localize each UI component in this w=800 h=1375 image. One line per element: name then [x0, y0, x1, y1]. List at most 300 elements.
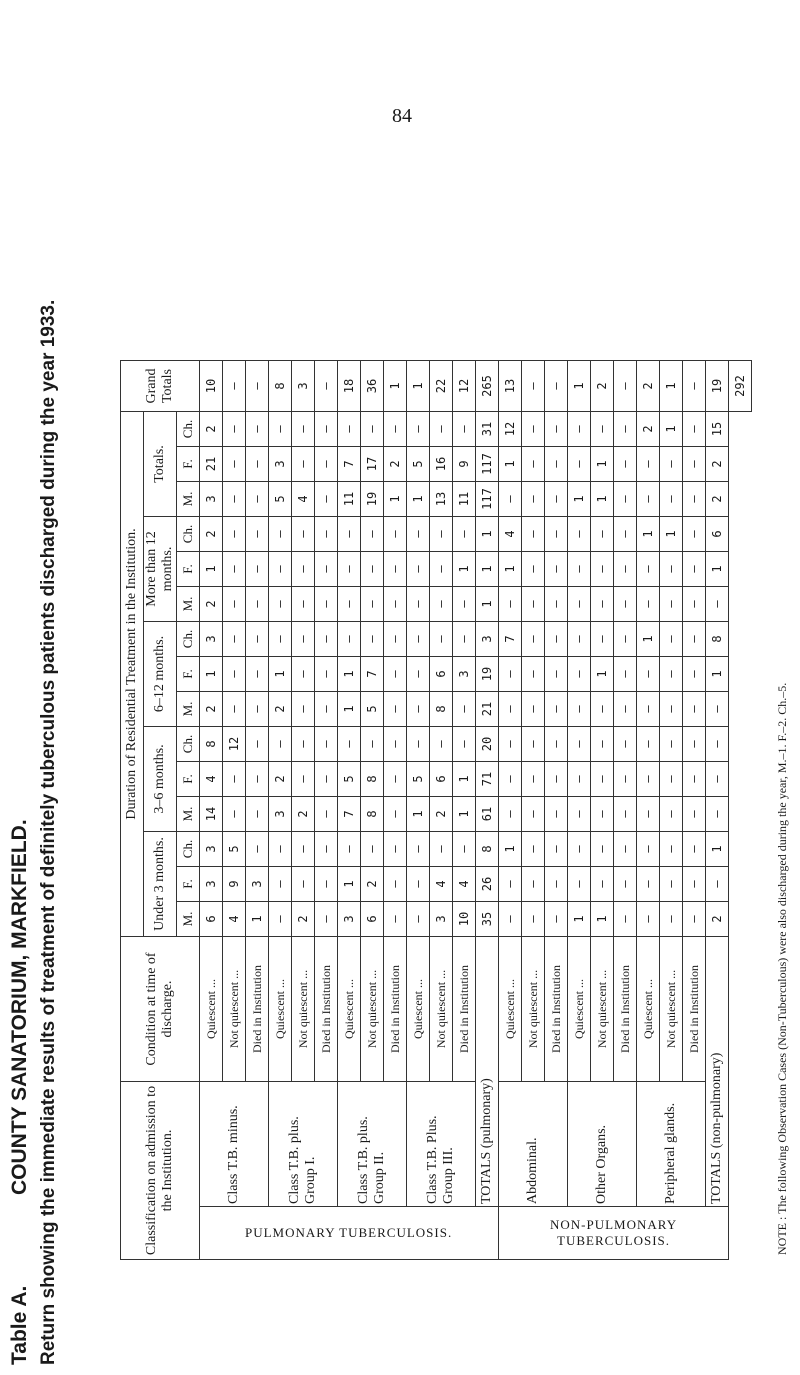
- data-cell: —: [315, 867, 338, 902]
- data-cell: 2: [292, 797, 315, 832]
- data-cell: —: [499, 902, 522, 937]
- data-cell: 1: [384, 482, 407, 517]
- data-cell: —: [614, 762, 637, 797]
- data-cell: —: [384, 692, 407, 727]
- total-cell: 3: [476, 622, 499, 657]
- data-cell: —: [614, 517, 637, 552]
- data-cell: —: [338, 727, 361, 762]
- data-cell: —: [614, 832, 637, 867]
- data-cell: —: [384, 412, 407, 447]
- data-cell: —: [545, 412, 568, 447]
- data-cell: —: [614, 361, 637, 412]
- data-cell: 2: [200, 587, 223, 622]
- data-cell: —: [315, 797, 338, 832]
- data-cell: —: [683, 482, 706, 517]
- data-cell: 1: [407, 797, 430, 832]
- data-cell: 10: [200, 361, 223, 412]
- data-cell: —: [568, 517, 591, 552]
- data-cell: 2: [637, 361, 660, 412]
- total-cell: —: [706, 727, 729, 762]
- class-label: Peripheral glands.: [637, 1082, 706, 1207]
- condition-label: Not quiescent ...: [660, 937, 683, 1082]
- data-cell: —: [430, 832, 453, 867]
- table-row: [407, 361, 430, 1260]
- data-cell: —: [246, 832, 269, 867]
- duration-group-header: More than 12 months.: [144, 517, 177, 622]
- data-cell: —: [545, 361, 568, 412]
- data-cell: 3: [246, 867, 269, 902]
- data-cell: —: [292, 867, 315, 902]
- data-cell: 2: [430, 797, 453, 832]
- data-cell: 2: [269, 692, 292, 727]
- condition-label: Not quiescent ...: [223, 937, 246, 1082]
- data-cell: —: [614, 727, 637, 762]
- data-cell: —: [223, 361, 246, 412]
- data-cell: —: [568, 447, 591, 482]
- data-cell: —: [522, 412, 545, 447]
- data-cell: —: [246, 517, 269, 552]
- data-cell: 4: [430, 867, 453, 902]
- data-cell: —: [407, 832, 430, 867]
- data-cell: 14: [200, 797, 223, 832]
- data-cell: —: [384, 517, 407, 552]
- data-cell: 11: [338, 482, 361, 517]
- totals-row: [706, 361, 729, 1260]
- data-cell: 1: [568, 361, 591, 412]
- data-cell: 5: [407, 447, 430, 482]
- data-cell: —: [660, 552, 683, 587]
- data-cell: —: [683, 587, 706, 622]
- data-cell: —: [315, 832, 338, 867]
- data-cell: —: [315, 517, 338, 552]
- data-cell: 1: [453, 552, 476, 587]
- data-cell: 3: [200, 867, 223, 902]
- data-cell: 1: [407, 482, 430, 517]
- data-cell: —: [683, 727, 706, 762]
- data-cell: —: [591, 867, 614, 902]
- data-cell: —: [269, 552, 292, 587]
- data-cell: —: [292, 412, 315, 447]
- data-cell: —: [545, 657, 568, 692]
- sex-subheader: M.: [177, 797, 200, 832]
- table-row: [200, 361, 223, 1260]
- data-cell: —: [545, 867, 568, 902]
- condition-label: Not quiescent ...: [522, 937, 545, 1082]
- data-cell: —: [246, 587, 269, 622]
- data-cell: —: [522, 622, 545, 657]
- data-cell: —: [384, 832, 407, 867]
- data-cell: —: [637, 797, 660, 832]
- data-cell: —: [315, 692, 338, 727]
- data-cell: —: [660, 832, 683, 867]
- data-cell: —: [683, 832, 706, 867]
- data-cell: —: [453, 692, 476, 727]
- data-cell: 3: [200, 622, 223, 657]
- data-cell: —: [637, 902, 660, 937]
- data-cell: —: [246, 762, 269, 797]
- class-label: Class T.B. Plus. Group III.: [407, 1082, 476, 1207]
- data-cell: —: [591, 727, 614, 762]
- data-cell: —: [499, 587, 522, 622]
- data-cell: —: [269, 622, 292, 657]
- sex-subheader: Ch.: [177, 832, 200, 867]
- classification-header: Classification on admission to the Institution.: [121, 1082, 200, 1260]
- data-cell: 12: [223, 727, 246, 762]
- data-cell: —: [407, 867, 430, 902]
- data-cell: —: [499, 692, 522, 727]
- data-cell: —: [545, 587, 568, 622]
- data-cell: —: [338, 412, 361, 447]
- data-cell: 2: [292, 902, 315, 937]
- data-cell: 4: [292, 482, 315, 517]
- data-cell: —: [384, 657, 407, 692]
- data-cell: —: [522, 797, 545, 832]
- data-cell: —: [453, 412, 476, 447]
- data-cell: 1: [591, 447, 614, 482]
- data-cell: 13: [430, 482, 453, 517]
- data-cell: —: [269, 517, 292, 552]
- total-cell: 19: [476, 657, 499, 692]
- condition-label: Died in Institution: [315, 937, 338, 1082]
- total-cell: 1: [706, 832, 729, 867]
- data-cell: 2: [200, 412, 223, 447]
- data-cell: —: [614, 587, 637, 622]
- data-cell: —: [660, 587, 683, 622]
- data-cell: 7: [499, 622, 522, 657]
- data-cell: —: [315, 552, 338, 587]
- data-cell: —: [407, 412, 430, 447]
- data-cell: 1: [338, 692, 361, 727]
- total-cell: 2: [706, 482, 729, 517]
- grand-total-cell: 292: [729, 361, 752, 412]
- data-cell: —: [384, 867, 407, 902]
- data-cell: —: [269, 412, 292, 447]
- data-cell: —: [407, 552, 430, 587]
- data-cell: —: [315, 727, 338, 762]
- data-cell: 21: [200, 447, 223, 482]
- data-cell: —: [545, 482, 568, 517]
- data-cell: —: [223, 587, 246, 622]
- data-cell: —: [361, 412, 384, 447]
- data-cell: —: [614, 447, 637, 482]
- data-cell: —: [384, 797, 407, 832]
- data-cell: —: [637, 552, 660, 587]
- data-cell: —: [614, 552, 637, 587]
- condition-label: Died in Institution: [683, 937, 706, 1082]
- data-cell: —: [660, 622, 683, 657]
- data-cell: —: [315, 902, 338, 937]
- data-cell: —: [568, 552, 591, 587]
- condition-label: Not quiescent ...: [591, 937, 614, 1082]
- class-label: Class T.B. plus. Group II.: [338, 1082, 407, 1207]
- data-cell: —: [683, 447, 706, 482]
- data-cell: 4: [499, 517, 522, 552]
- data-cell: —: [637, 727, 660, 762]
- total-cell: 35: [476, 902, 499, 937]
- data-cell: 5: [338, 762, 361, 797]
- data-cell: —: [292, 657, 315, 692]
- grand-total-spacer: [729, 412, 752, 1260]
- class-label: Class T.B. plus. Group I.: [269, 1082, 338, 1207]
- data-cell: —: [223, 482, 246, 517]
- data-cell: —: [269, 867, 292, 902]
- total-cell: 6: [706, 517, 729, 552]
- data-cell: —: [499, 797, 522, 832]
- data-cell: —: [591, 692, 614, 727]
- data-cell: 3: [430, 902, 453, 937]
- data-cell: 2: [591, 361, 614, 412]
- total-cell: 61: [476, 797, 499, 832]
- data-cell: —: [591, 622, 614, 657]
- data-cell: —: [683, 657, 706, 692]
- data-cell: —: [637, 762, 660, 797]
- data-cell: —: [545, 762, 568, 797]
- data-cell: —: [591, 762, 614, 797]
- data-cell: —: [545, 902, 568, 937]
- data-cell: —: [522, 727, 545, 762]
- data-cell: 1: [453, 762, 476, 797]
- data-cell: 2: [269, 762, 292, 797]
- condition-label: Died in Institution: [614, 937, 637, 1082]
- data-cell: 7: [338, 797, 361, 832]
- condition-label: Quiescent ...: [499, 937, 522, 1082]
- data-cell: —: [223, 797, 246, 832]
- data-cell: —: [453, 517, 476, 552]
- data-cell: 2: [200, 692, 223, 727]
- data-cell: —: [315, 412, 338, 447]
- data-cell: —: [660, 867, 683, 902]
- data-cell: 17: [361, 447, 384, 482]
- data-cell: —: [522, 361, 545, 412]
- data-cell: —: [315, 587, 338, 622]
- data-cell: —: [315, 482, 338, 517]
- data-cell: —: [407, 727, 430, 762]
- data-cell: 1: [246, 902, 269, 937]
- data-cell: 1: [384, 361, 407, 412]
- data-cell: —: [545, 832, 568, 867]
- data-cell: —: [614, 412, 637, 447]
- section-label: NON-PULMONARY TUBERCULOSIS.: [499, 1207, 729, 1260]
- data-cell: —: [522, 447, 545, 482]
- sex-subheader: M.: [177, 482, 200, 517]
- total-cell: 20: [476, 727, 499, 762]
- total-cell: 1: [476, 517, 499, 552]
- data-cell: —: [499, 657, 522, 692]
- total-cell: 31: [476, 412, 499, 447]
- data-cell: —: [591, 412, 614, 447]
- data-cell: 3: [292, 361, 315, 412]
- data-cell: 3: [269, 447, 292, 482]
- data-cell: 1: [591, 657, 614, 692]
- condition-label: Not quiescent ...: [430, 937, 453, 1082]
- data-cell: —: [430, 412, 453, 447]
- table-title: COUNTY SANATORIUM, MARKFIELD.: [8, 819, 31, 1195]
- data-cell: 6: [361, 902, 384, 937]
- data-cell: —: [522, 867, 545, 902]
- data-cell: 3: [338, 902, 361, 937]
- data-cell: 1: [499, 447, 522, 482]
- data-cell: —: [591, 587, 614, 622]
- data-cell: 1: [568, 482, 591, 517]
- data-cell: —: [269, 727, 292, 762]
- total-cell: 71: [476, 762, 499, 797]
- grand-total-row: [729, 361, 752, 1260]
- data-cell: —: [683, 552, 706, 587]
- data-cell: —: [637, 692, 660, 727]
- data-cell: —: [430, 552, 453, 587]
- total-cell: 2: [706, 447, 729, 482]
- data-cell: —: [315, 622, 338, 657]
- data-cell: —: [614, 902, 637, 937]
- condition-label: Died in Institution: [246, 937, 269, 1082]
- data-cell: 2: [361, 867, 384, 902]
- data-cell: 9: [453, 447, 476, 482]
- data-cell: —: [430, 587, 453, 622]
- data-cell: —: [660, 797, 683, 832]
- data-cell: —: [246, 482, 269, 517]
- data-cell: —: [568, 657, 591, 692]
- data-cell: —: [522, 587, 545, 622]
- data-cell: 1: [499, 832, 522, 867]
- data-cell: 19: [361, 482, 384, 517]
- data-cell: 5: [269, 482, 292, 517]
- data-cell: —: [223, 552, 246, 587]
- data-cell: —: [614, 797, 637, 832]
- data-cell: —: [522, 692, 545, 727]
- data-cell: —: [430, 727, 453, 762]
- data-cell: —: [246, 727, 269, 762]
- data-cell: —: [545, 692, 568, 727]
- data-cell: —: [545, 622, 568, 657]
- sex-subheader: F.: [177, 552, 200, 587]
- data-cell: —: [384, 762, 407, 797]
- data-cell: —: [246, 692, 269, 727]
- data-cell: 16: [430, 447, 453, 482]
- data-cell: —: [683, 902, 706, 937]
- data-cell: —: [246, 797, 269, 832]
- condition-label: Quiescent ...: [200, 937, 223, 1082]
- duration-group-header: 6–12 months.: [144, 622, 177, 727]
- class-label: Abdominal.: [499, 1082, 568, 1207]
- total-cell: 15: [706, 412, 729, 447]
- data-cell: —: [407, 587, 430, 622]
- data-cell: —: [384, 552, 407, 587]
- data-cell: —: [637, 867, 660, 902]
- data-cell: —: [545, 517, 568, 552]
- data-cell: 1: [407, 361, 430, 412]
- total-cell: 26: [476, 867, 499, 902]
- data-cell: 3: [200, 832, 223, 867]
- data-cell: —: [407, 517, 430, 552]
- total-cell: 1: [476, 587, 499, 622]
- data-cell: —: [361, 552, 384, 587]
- data-cell: —: [545, 552, 568, 587]
- data-cell: —: [223, 762, 246, 797]
- data-cell: —: [407, 902, 430, 937]
- data-cell: —: [292, 587, 315, 622]
- data-cell: —: [407, 657, 430, 692]
- data-cell: —: [292, 832, 315, 867]
- data-cell: 5: [361, 692, 384, 727]
- data-cell: 1: [637, 622, 660, 657]
- data-cell: —: [499, 762, 522, 797]
- data-cell: —: [545, 447, 568, 482]
- total-cell: 1: [706, 552, 729, 587]
- data-cell: —: [315, 447, 338, 482]
- condition-label: Not quiescent ...: [292, 937, 315, 1082]
- data-cell: —: [591, 797, 614, 832]
- page-number: 84: [392, 105, 412, 127]
- data-cell: 6: [430, 657, 453, 692]
- data-cell: —: [315, 762, 338, 797]
- results-table: [120, 360, 752, 1260]
- data-cell: —: [246, 622, 269, 657]
- sex-subheader: Ch.: [177, 412, 200, 447]
- data-cell: —: [614, 657, 637, 692]
- data-cell: 4: [200, 762, 223, 797]
- data-cell: —: [522, 552, 545, 587]
- data-cell: 3: [200, 482, 223, 517]
- data-cell: —: [453, 727, 476, 762]
- condition-label: Quiescent ...: [637, 937, 660, 1082]
- data-cell: —: [660, 482, 683, 517]
- data-cell: 4: [223, 902, 246, 937]
- data-cell: —: [660, 447, 683, 482]
- data-cell: —: [384, 622, 407, 657]
- data-cell: —: [637, 482, 660, 517]
- duration-header: Duration of Residential Treatment in the Institution.: [121, 412, 144, 937]
- data-cell: —: [361, 517, 384, 552]
- data-cell: —: [614, 622, 637, 657]
- data-cell: 1: [200, 657, 223, 692]
- table-row: [637, 361, 660, 1260]
- data-cell: —: [361, 587, 384, 622]
- data-cell: 2: [200, 517, 223, 552]
- data-cell: —: [683, 412, 706, 447]
- data-cell: —: [637, 832, 660, 867]
- section-label: PULMONARY TUBERCULOSIS.: [200, 1207, 499, 1260]
- data-cell: —: [223, 622, 246, 657]
- data-cell: —: [683, 762, 706, 797]
- data-cell: —: [522, 517, 545, 552]
- data-cell: 1: [338, 657, 361, 692]
- data-cell: 5: [223, 832, 246, 867]
- condition-label: Quiescent ...: [568, 937, 591, 1082]
- table-row: [338, 361, 361, 1260]
- total-cell: 21: [476, 692, 499, 727]
- data-cell: —: [269, 832, 292, 867]
- data-cell: 1: [591, 902, 614, 937]
- sex-subheader: F.: [177, 447, 200, 482]
- table-subtitle: Return showing the immediate results of treatment of definitely tuberculous patients discharged during the year 1933.: [38, 299, 59, 1365]
- data-cell: 7: [338, 447, 361, 482]
- data-cell: 8: [269, 361, 292, 412]
- data-cell: 1: [660, 412, 683, 447]
- data-cell: 11: [453, 482, 476, 517]
- data-cell: —: [361, 622, 384, 657]
- data-cell: 6: [200, 902, 223, 937]
- data-cell: —: [223, 412, 246, 447]
- data-cell: —: [269, 902, 292, 937]
- data-cell: 8: [430, 692, 453, 727]
- sex-subheader: F.: [177, 867, 200, 902]
- data-cell: —: [499, 482, 522, 517]
- data-cell: —: [637, 657, 660, 692]
- condition-header: Condition at time of discharge.: [121, 937, 200, 1082]
- data-cell: 3: [453, 657, 476, 692]
- data-cell: —: [568, 762, 591, 797]
- data-cell: —: [522, 902, 545, 937]
